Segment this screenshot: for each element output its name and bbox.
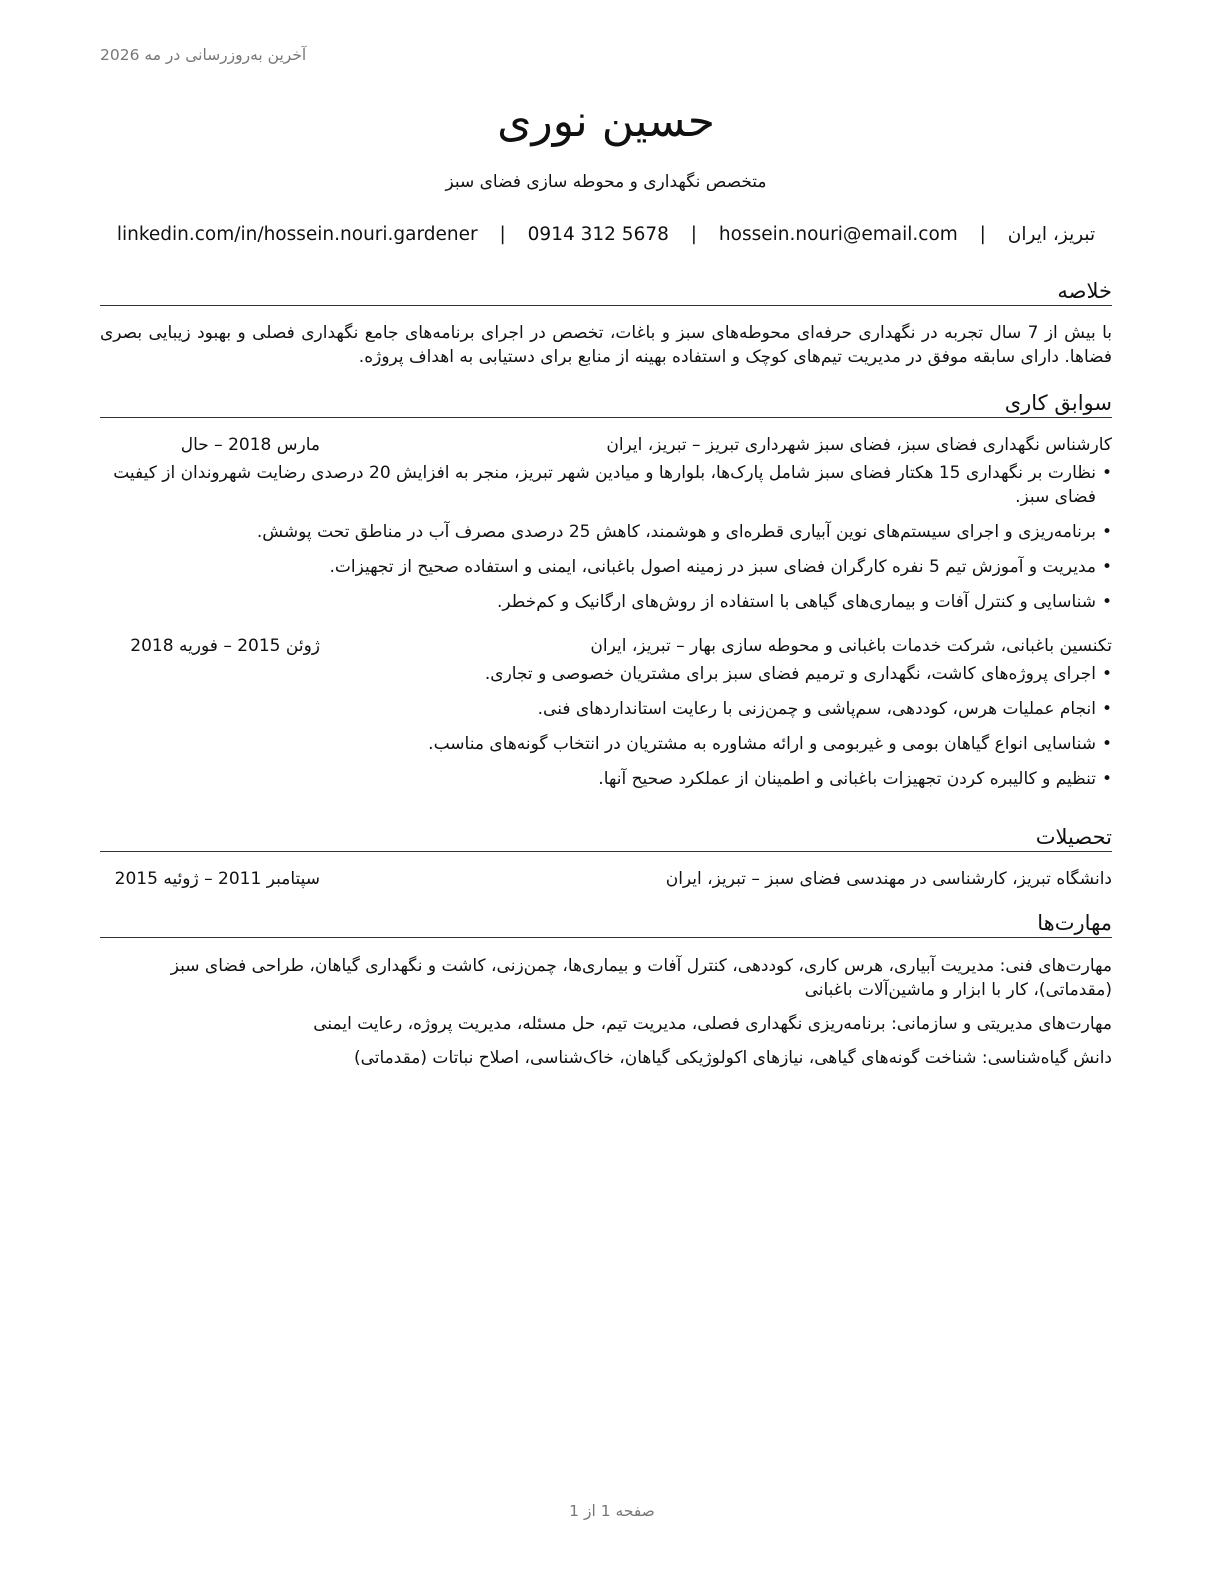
bullet-item: • نظارت بر نگهداری 15 هکتار فضای سبز شامل پارک‌ها، بلوارها و میادین شهر تبریز، منجر به افزایش 20 درصدی رضایت شهروندان از کیفیت فضای سبز. <box>100 461 1112 509</box>
education-title: دانشگاه تبریز، کارشناسی در مهندسی فضای سبز – تبریز، ایران <box>665 869 1112 889</box>
contact-separator: | <box>690 224 698 245</box>
last-updated: آخرین به‌روزرسانی در مه 2026 <box>100 46 307 64</box>
contact-linkedin[interactable]: linkedin.com/in/hossein.nouri.gardener <box>116 224 478 245</box>
job-entry <box>100 433 1112 614</box>
job-entry <box>100 634 1112 791</box>
summary-section <box>100 278 1112 369</box>
skill-line: دانش گیاه‌شناسی: شناخت گونه‌های گیاهی، نیازهای اکولوژیکی گیاهان، خاک‌شناسی، اصلاح نباتات (مقدماتی) <box>353 1048 1112 1068</box>
bullet-item: • شناسایی انواع گیاهان بومی و غیربومی و ارائه مشاوره به مشتریان در انتخاب گونه‌های مناسب. <box>100 732 1112 756</box>
bullet-item: • انجام عملیات هرس، کوددهی، سم‌پاشی و چمن‌زنی با رعایت استانداردهای فنی. <box>100 697 1112 721</box>
page-number: صفحه 1 از 1 <box>569 1502 655 1520</box>
section-heading: تحصیلات <box>100 824 1112 852</box>
skills-list <box>100 954 1112 1070</box>
bullet-item: • اجرای پروژه‌های کاشت، نگهداری و ترمیم فضای سبز برای مشتریان خصوصی و تجاری. <box>100 662 1112 686</box>
job-dates: مارس 2018 – حال <box>180 435 320 455</box>
education-section <box>100 824 1112 891</box>
contact-email[interactable]: hossein.nouri@email.com <box>718 224 958 245</box>
person-name: حسین نوری <box>497 96 715 147</box>
bullet-item: • تنظیم و کالیبره کردن تجهیزات باغبانی و اطمینان از عملکرد صحیح آنها. <box>100 767 1112 791</box>
bullet-item: • مدیریت و آموزش تیم 5 نفره کارگران فضای سبز در زمینه اصول باغبانی، ایمنی و استفاده صحیح از تجهیزات. <box>100 555 1112 579</box>
skills-section <box>100 910 1112 1080</box>
education-entry <box>100 867 1112 891</box>
contact-separator: | <box>979 224 986 245</box>
contact-location: تبریز، ایران <box>1007 224 1096 245</box>
job-header <box>100 634 1112 658</box>
skill-line: مهارت‌های مدیریتی و سازمانی: برنامه‌ریزی نگهداری فصلی، مدیریت تیم، حل مسئله، مدیریت پروژه، رعایت ایمنی <box>313 1014 1112 1034</box>
experience-section <box>100 390 1112 802</box>
job-title-line: تکنسین باغبانی، شرکت خدمات باغبانی و محوطه سازی بهار – تبریز، ایران <box>590 636 1112 656</box>
job-header <box>100 433 1112 457</box>
contact-phone[interactable]: 0914 312 5678 <box>527 224 669 245</box>
section-heading: مهارت‌ها <box>100 910 1112 938</box>
job-title-line: کارشناس نگهداری فضای سبز، فضای سبز شهرداری تبریز – تبریز، ایران <box>606 435 1112 455</box>
job-bullets <box>100 461 1112 614</box>
job-dates: ژوئن 2015 – فوریه 2018 <box>130 636 320 656</box>
section-heading: خلاصه <box>100 278 1112 306</box>
bullet-item: • برنامه‌ریزی و اجرای سیستم‌های نوین آبیاری قطره‌ای و هوشمند، کاهش 25 درصدی مصرف آب در مناطق تحت پوشش. <box>100 520 1112 544</box>
section-heading: سوابق کاری <box>100 390 1112 418</box>
job-title: متخصص نگهداری و محوطه سازی فضای سبز <box>445 172 767 192</box>
education-dates: سپتامبر 2011 – ژوئیه 2015 <box>114 869 320 889</box>
contact-separator: | <box>499 224 506 245</box>
summary-text: با بیش از 7 سال تجربه در نگهداری حرفه‌ای محوطه‌های سبز و باغات، تخصص در اجرای برنامه‌های جامع نگهداری فصلی و بهبود زیبایی بصری فضاها. دارای سابقه موفق در مدیریت تیم‌های کوچک و استفاده بهینه از منابع برای دستیابی به اهداف پروژه. <box>100 323 1112 367</box>
job-bullets <box>100 662 1112 791</box>
skill-line: مهارت‌های فنی: مدیریت آبیاری، هرس کاری، کوددهی، کنترل آفات و بیماری‌ها، چمن‌زنی، کاشت و نگهداری گیاهان، طراحی فضای سبز (مقدماتی)، کار با ابزار و ماشین‌آلات باغبانی <box>170 956 1112 1000</box>
contact-line <box>100 222 1112 248</box>
bullet-item: • شناسایی و کنترل آفات و بیماری‌های گیاهی با استفاده از روش‌های ارگانیک و کم‌خطر. <box>100 590 1112 614</box>
